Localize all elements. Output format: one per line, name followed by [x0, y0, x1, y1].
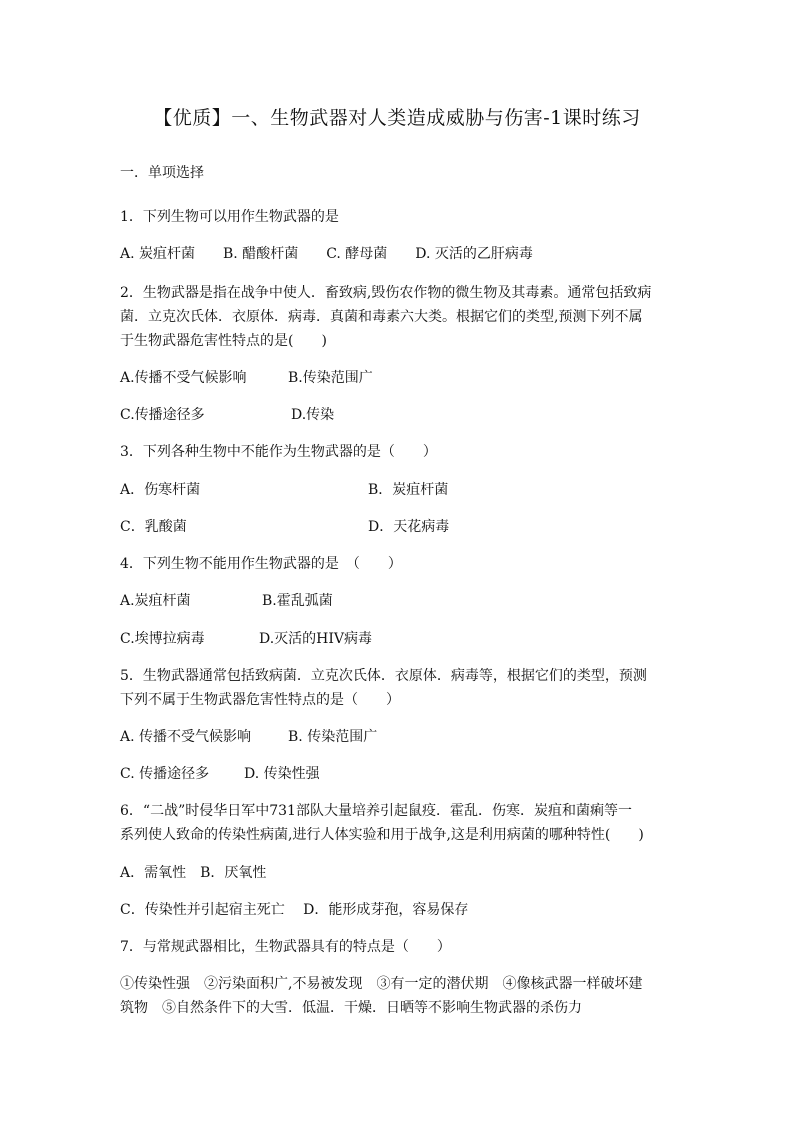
- question-5-stem-line1: 5．生物武器通常包括致病菌．立克次氏体．衣原体．病毒等，根据它们的类型，预测: [120, 668, 647, 684]
- question-5-option-d: D. 传染性强: [244, 766, 320, 782]
- question-4-stem: 4．下列生物不能用作生物武器的是 （ ）: [120, 556, 402, 572]
- question-6-stem-line1: 6．“二战”时侵华日军中731部队大量培养引起鼠疫．霍乱．伤寒．炭疽和菌痢等一: [120, 803, 632, 819]
- question-4-option-c: C.埃博拉病毒: [120, 631, 205, 647]
- question-1-stem: 1．下列生物可以用作生物武器的是: [120, 209, 339, 225]
- question-2-option-d: D.传染: [291, 407, 335, 423]
- question-3-option-d: D．天花病毒: [368, 519, 450, 535]
- question-2-option-a: A.传播不受气候影响: [120, 370, 247, 386]
- question-7-stem: 7．与常规武器相比，生物武器具有的特点是（ ）: [120, 939, 451, 955]
- question-2-option-b: B.传染范围广: [288, 370, 373, 386]
- question-5-option-b: B. 传染范围广: [288, 729, 378, 745]
- question-3-option-c: C．乳酸菌: [120, 519, 187, 535]
- question-2-stem-line3: 于生物武器危害性特点的是( ): [120, 333, 327, 349]
- page-title: 【优质】一、生物武器对人类造成威胁与伤害-1课时练习: [153, 107, 641, 129]
- question-2-stem-line1: 2．生物武器是指在战争中使人．畜致病,毁伤农作物的微生物及其毒素。通常包括致病: [120, 285, 652, 301]
- question-5-option-c: C. 传播途径多: [120, 766, 210, 782]
- question-1-options: A. 炭疽杆菌 B. 醋酸杆菌 C. 酵母菌 D. 灭活的乙肝病毒: [120, 246, 533, 262]
- question-4-option-a: A.炭疽杆菌: [120, 593, 191, 609]
- question-2-stem-line2: 菌．立克次氏体．衣原体．病毒．真菌和毒素六大类。根据它们的类型,预测下列不属: [120, 309, 643, 325]
- question-3-option-b: B．炭疽杆菌: [368, 482, 449, 498]
- question-6-options-ab: A．需氧性 B．厌氧性: [120, 865, 267, 881]
- question-5-stem-line2: 下列不属于生物武器危害性特点的是（ ）: [120, 692, 400, 708]
- section-heading: 一．单项选择: [120, 165, 204, 181]
- question-3-option-a: A．伤寒杆菌: [120, 482, 201, 498]
- question-7-items-line1: ①传染性强 ②污染面积广,不易被发现 ③有一定的潜伏期 ④像核武器一样破坏建: [120, 976, 643, 992]
- question-7-items-line2: 筑物 ⑤自然条件下的大雪．低温．干燥．日晒等不影响生物武器的杀伤力: [120, 1000, 582, 1016]
- question-5-option-a: A. 传播不受气候影响: [120, 729, 252, 745]
- question-6-stem-line2: 系列使人致命的传染性病菌,进行人体实验和用于战争,这是利用病菌的哪种特性( ): [120, 827, 644, 843]
- question-4-option-b: B.霍乱弧菌: [262, 593, 333, 609]
- question-4-option-d: D.灭活的HIV病毒: [259, 631, 373, 647]
- question-3-stem: 3．下列各种生物中不能作为生物武器的是（ ）: [120, 444, 437, 460]
- question-6-options-cd: C．传染性并引起宿主死亡 D．能形成芽孢，容易保存: [120, 902, 469, 918]
- question-2-option-c: C.传播途径多: [120, 407, 205, 423]
